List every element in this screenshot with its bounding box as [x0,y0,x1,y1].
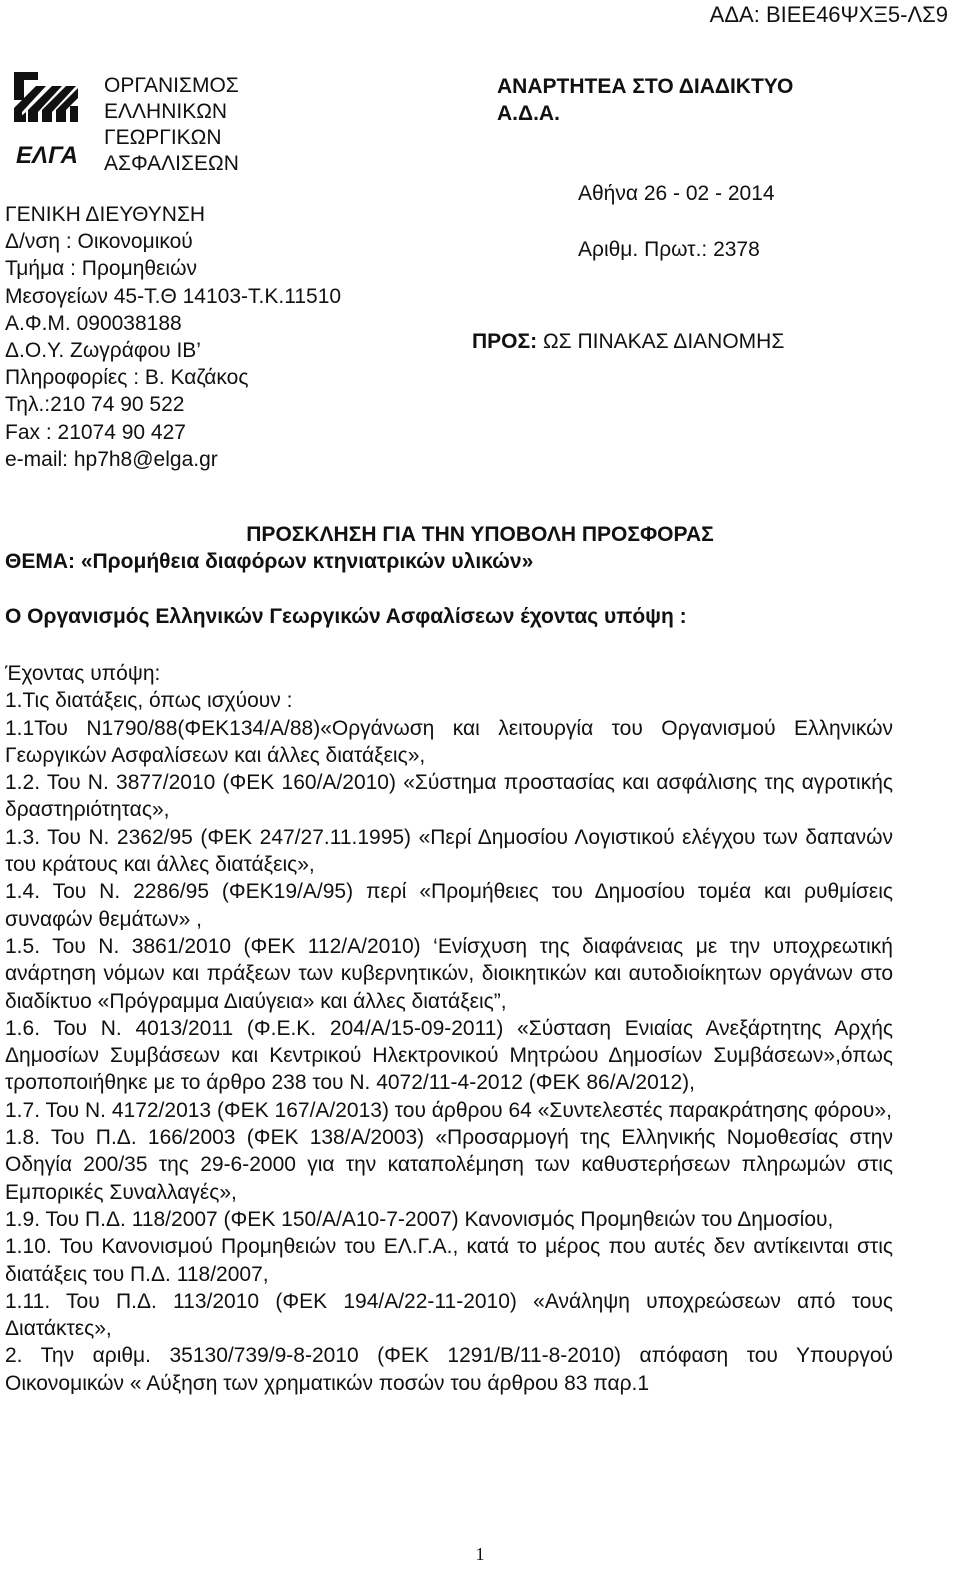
org-line: ΕΛΛΗΝΙΚΩΝ [104,100,228,123]
sender-info [5,201,341,473]
paragraph: 1.8. Του Π.Δ. 166/2003 (ΦΕΚ 138/Α/2003) «Προσαρμογή της Ελληνικής Νομοθεσίας στην Οδηγία 200/35 της 29-6-2000 για την καταπολέμηση των καθυστερήσεων πληρωμών στις Εμπορικές Συναλλαγές», [5,1126,893,1204]
sender-line: Α.Φ.Μ. 090038188 [5,311,182,335]
paragraph: 1.Τις διατάξεις, όπως ισχύουν : [5,689,293,713]
ada-code: ΑΔΑ: ΒΙΕΕ46ΨΧΞ5-ΛΣ9 [709,2,948,27]
recipient-value: ΩΣ ΠΙΝΑΚΑΣ ΔΙΑΝΟΜΗΣ [537,330,785,353]
org-line: ΓΕΩΡΓΙΚΩΝ [104,126,222,149]
paragraph: 1.4. Του Ν. 2286/95 (ΦΕΚ19/Α/95) περί «Προμήθειες του Δημοσίου τομέα και ρυθμίσεις συναφών θεμάτων» , [5,880,893,931]
protocol-number: Αριθμ. Πρωτ.: 2378 [578,238,760,261]
paragraph: 1.1Του Ν1790/88(ΦΕΚ134/Α/88)«Οργάνωση και λειτουργία του Οργανισμού Ελληνικών Γεωργικών Ασφαλίσεων και άλλες διατάξεις», [5,716,893,767]
document-body [5,660,893,1397]
sender-line: Μεσογείων 45-Τ.Θ 14103-Τ.Κ.11510 [5,284,342,308]
sender-email: e-mail: hp7h8@elga.gr [5,447,218,471]
subject-line: ΘΕΜΑ: «Προμήθεια διαφόρων κτηνιατρικών υλικών» [5,550,534,573]
paragraph: 1.10. Του Κανονισμού Προμηθειών του ΕΛ.Γ.Α., κατά το μέρος που αυτές δεν αντίκεινται στις διατάξεις του Π.Δ. 118/2007, [5,1235,893,1286]
sender-line: Fax : 21074 90 427 [5,420,186,444]
sender-line: ΓΕΝΙΚΗ ΔΙΕΥΘΥΝΣΗ [5,203,206,226]
document-date: Αθήνα 26 - 02 - 2014 [578,182,775,205]
paragraph: Έχοντας υπόψη: [5,662,161,685]
publish-line-1: ΑΝΑΡΤΗΤΕΑ ΣΤΟ ΔΙΑΔΙΚΤΥΟ [497,75,794,98]
paragraph: 1.11. Του Π.Δ. 113/2010 (ΦΕΚ 194/Α/22-11-2010) «Ανάληψη υποχρεώσεων από τους Διατάκτες», [5,1289,893,1341]
recipient-label: ΠΡΟΣ: [472,330,538,353]
elga-logo-icon [12,68,82,176]
publish-notice [497,73,793,127]
sender-line: Δ.Ο.Υ. Ζωγράφου ΙΒ’ [5,339,201,363]
paragraph: 1.9. Του Π.Δ. 118/2007 (ΦΕΚ 150/Α/Α10-7-2007) Κανονισμός Προμηθειών του Δημοσίου, [5,1207,834,1231]
paragraph: 1.2. Του Ν. 3877/2010 (ΦΕΚ 160/Α/2010) «Σύστημα προστασίας και ασφάλισης της αγροτικής δραστηριότητας», [5,771,893,822]
paragraph: 1.3. Του Ν. 2362/95 (ΦΕΚ 247/27.11.1995) «Περί Δημοσίου Λογιστικού ελέγχου των δαπανών του κράτους και άλλες διατάξεις», [5,825,893,877]
sender-line: Πληροφορίες : Β. Καζάκος [5,366,249,390]
sender-line: Τμήμα : Προμηθειών [5,257,197,281]
invitation-title: ΠΡΟΣΚΛΗΣΗ ΓΙΑ ΤΗΝ ΥΠΟΒΟΛΗ ΠΡΟΣΦΟΡΑΣ [246,523,714,546]
logo-text: ΕΛΓΑ [16,142,78,169]
organization-name [104,73,239,177]
sender-line: Δ/νση : Οικονομικού [5,230,193,254]
preamble: Ο Οργανισμός Ελληνικών Γεωργικών Ασφαλίσεων έχοντας υπόψη : [5,605,687,628]
sender-line: Τηλ.:210 74 90 522 [5,393,185,417]
paragraph: 1.7. Του Ν. 4172/2013 (ΦΕΚ 167/Α/2013) του άρθρου 64 «Συντελεστές παρακράτησης φόρου», [5,1098,892,1122]
recipient [472,330,784,354]
org-line: ΑΣΦΑΛΙΣΕΩΝ [104,152,239,175]
paragraph: 1.6. Του Ν. 4013/2011 (Φ.Ε.Κ. 204/Α/15-09-2011) «Σύσταση Ενιαίας Ανεξάρτητης Αρχής Δημοσίων Συμβάσεων και Κεντρικού Ηλεκτρονικού Μητρώου Δημοσίων Συμβάσεων»,όπως τροποποιήθηκε με το άρθρο 238 του Ν. 4072/11-4-2012 (ΦΕΚ 86/Α/2012), [5,1016,893,1095]
paragraph: 2. Την αριθμ. 35130/739/9-8-2010 (ΦΕΚ 1291/Β/11-8-2010) απόφαση του Υπουργού Οικονομικών « Αύξηση των χρηματικών ποσών του άρθρου 83 παρ.1 [5,1344,893,1395]
publish-line-2: Α.Δ.Α. [497,102,560,125]
page-number: 1 [475,1544,485,1564]
org-line: ΟΡΓΑΝΙΣΜΟΣ [104,74,239,97]
paragraph: 1.5. Του Ν. 3861/2010 (ΦΕΚ 112/Α/2010) ‘Ενίσχυση της διαφάνειας με την υποχρεωτική ανάρτηση νόμων και πράξεων των κυβερνητικών, διοικητικών και αυτοδιοίκητων οργάνων στο διαδίκτυο «Πρόγραμμα Διαύγεια» και άλλες διατάξεις”, [5,934,893,1013]
